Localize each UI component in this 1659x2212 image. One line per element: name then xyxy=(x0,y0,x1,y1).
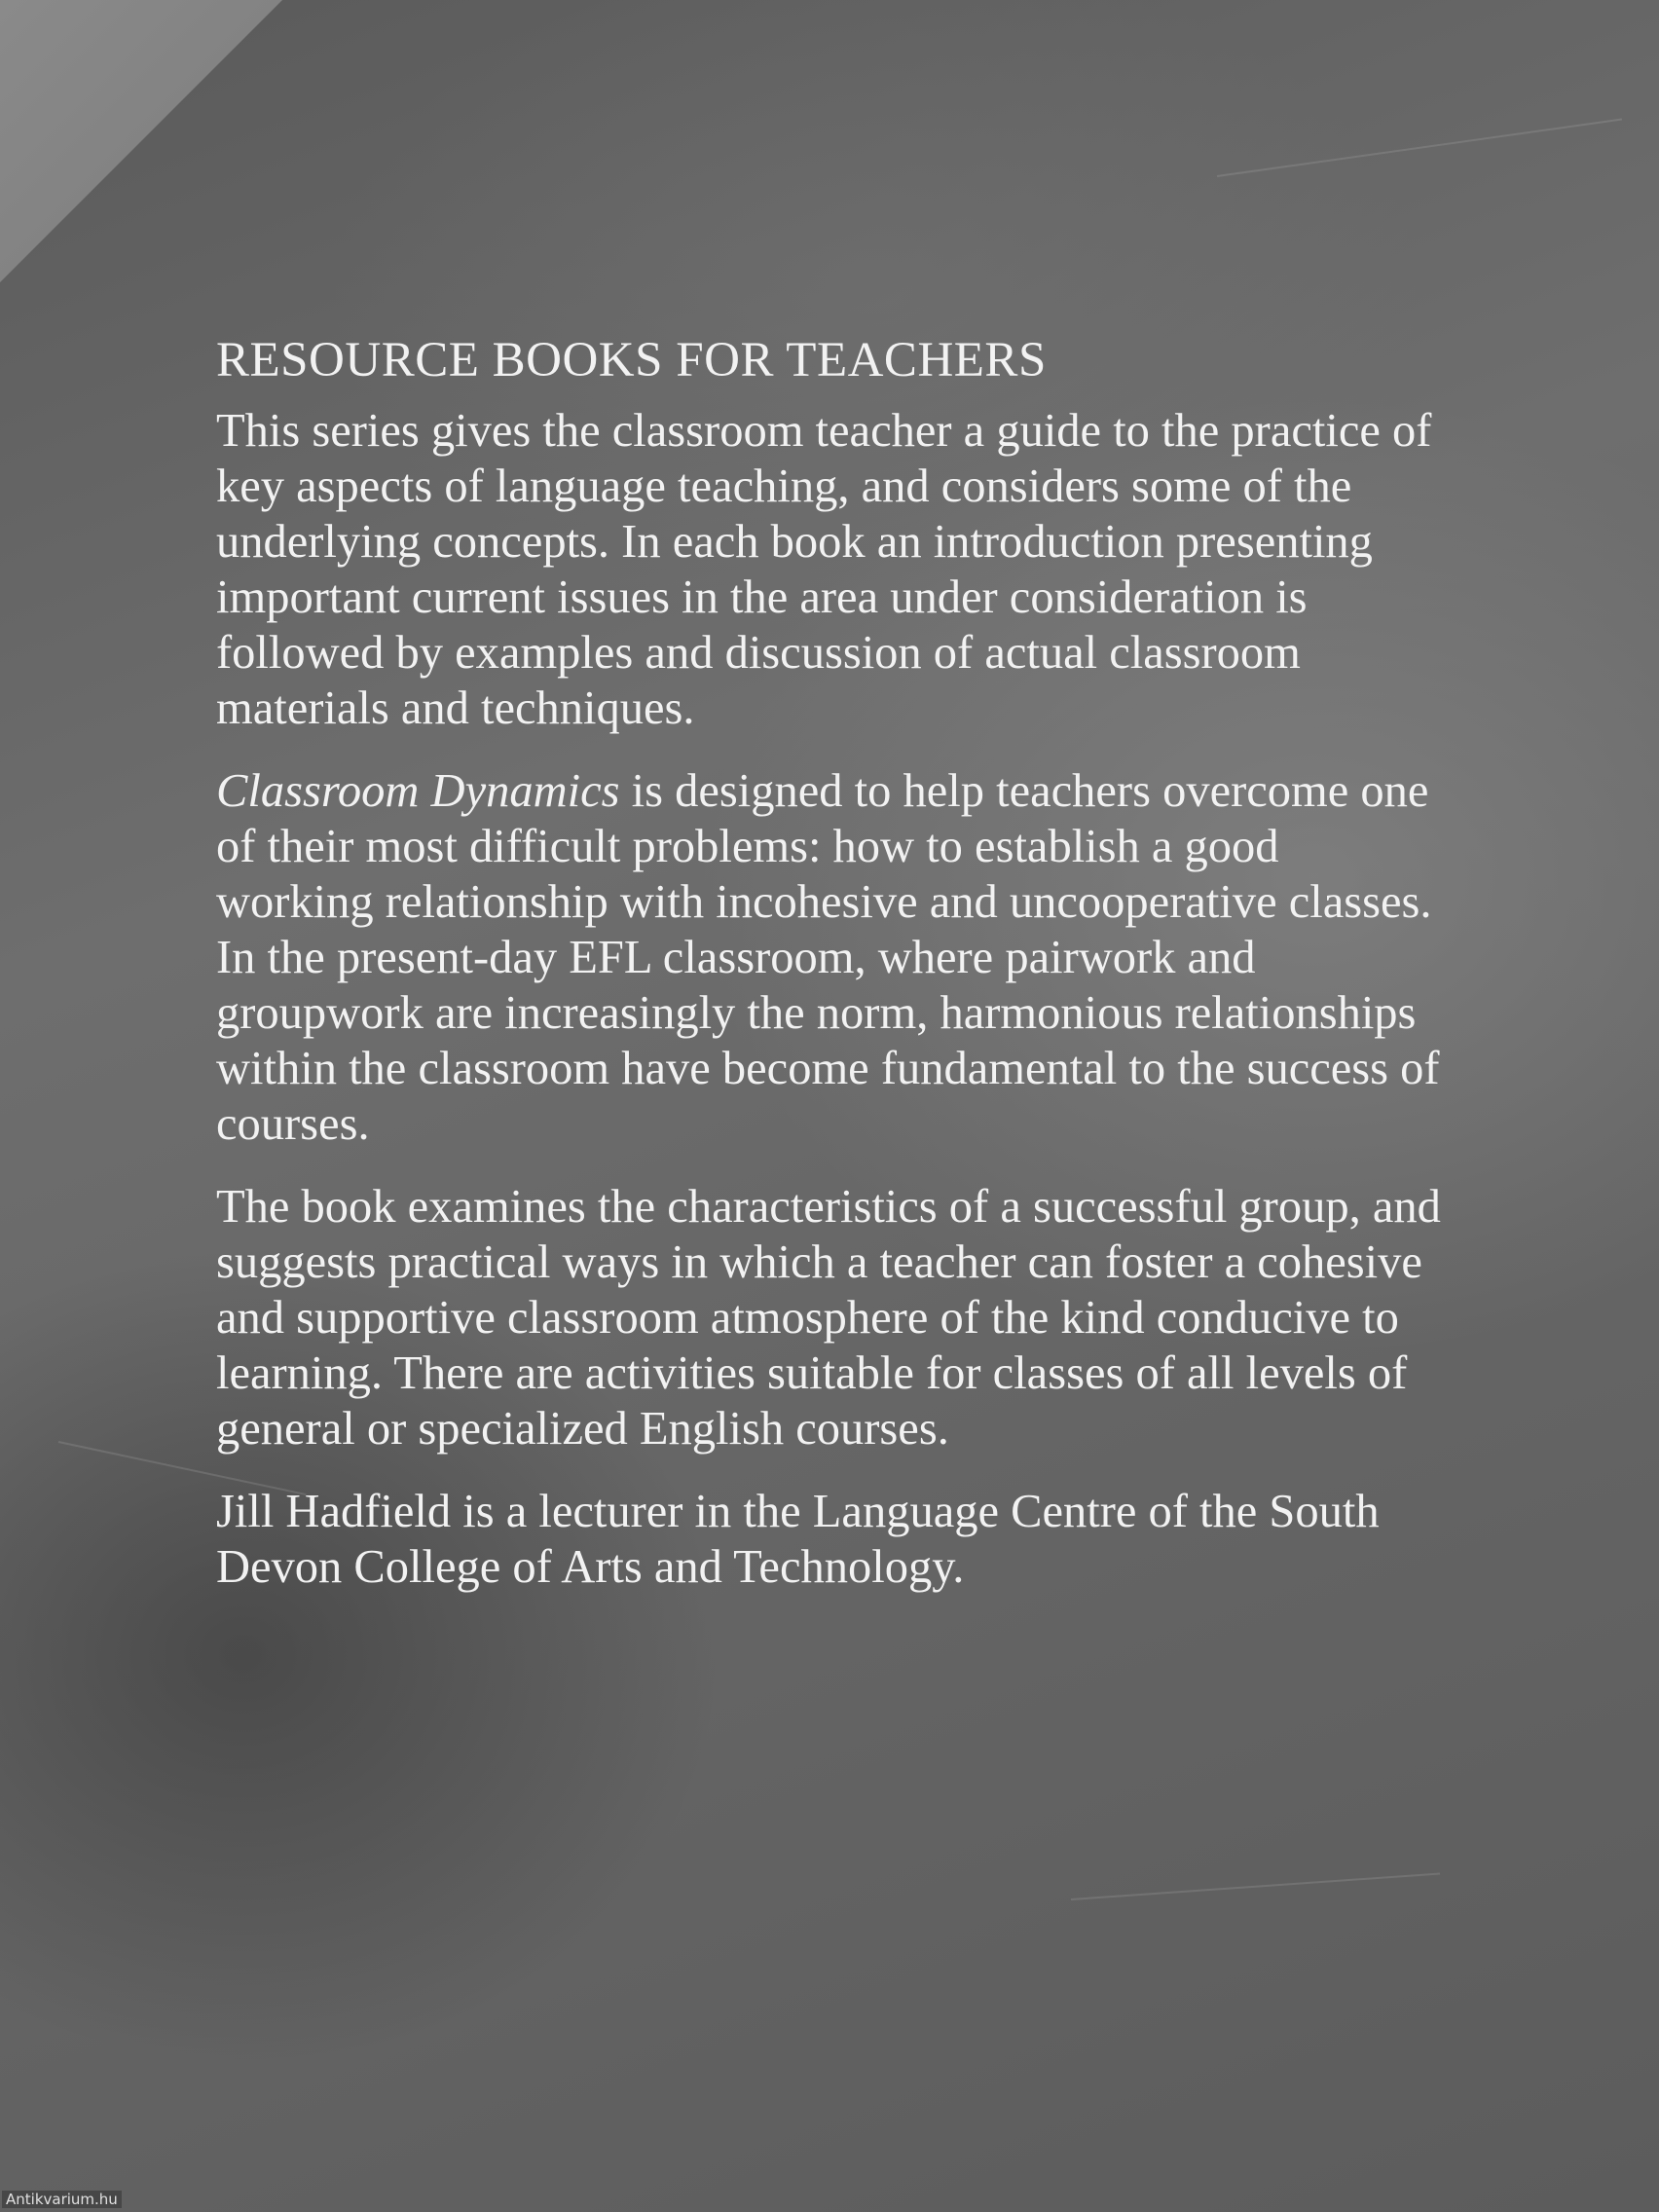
scratch-mark xyxy=(1217,119,1622,177)
intro-paragraph: This series gives the classroom teacher a guide to the practice of key aspects of language teaching, and considers some of the underlying concepts. In each book an introduction presenting important current issues in the area under consideration is followed by examples and discussion of actual classroom materials and techniques. xyxy=(216,405,1432,734)
series-title: RESOURCE BOOKS FOR TEACHERS xyxy=(216,333,1047,387)
blurb-text xyxy=(216,331,1443,1622)
book-description: is designed to help teachers overcome one of their most difficult problems: how to establish a good working relationship with incohesive and uncooperative classes. In the present-day EFL classroom, where pairwork and groupwork are increasingly the norm, harmonious relationships within the classroom have become fundamental to the success of courses. xyxy=(216,765,1440,1150)
book-description-paragraph xyxy=(216,763,1443,1152)
scratch-mark xyxy=(1071,1872,1440,1900)
author-paragraph: Jill Hadfield is a lecturer in the Language Centre of the South Devon College of Arts and Technology. xyxy=(216,1486,1380,1593)
book-title: Classroom Dynamics xyxy=(216,765,620,817)
page-corner-fold xyxy=(0,0,282,282)
examines-paragraph: The book examines the characteristics of a successful group, and suggests practical ways in which a teacher can foster a cohesive and supportive classroom atmosphere of the kind conducive to learning. There are activities suitable for classes of all levels of general or specialized English courses. xyxy=(216,1181,1441,1455)
watermark: Antikvarium.hu xyxy=(2,2191,122,2208)
